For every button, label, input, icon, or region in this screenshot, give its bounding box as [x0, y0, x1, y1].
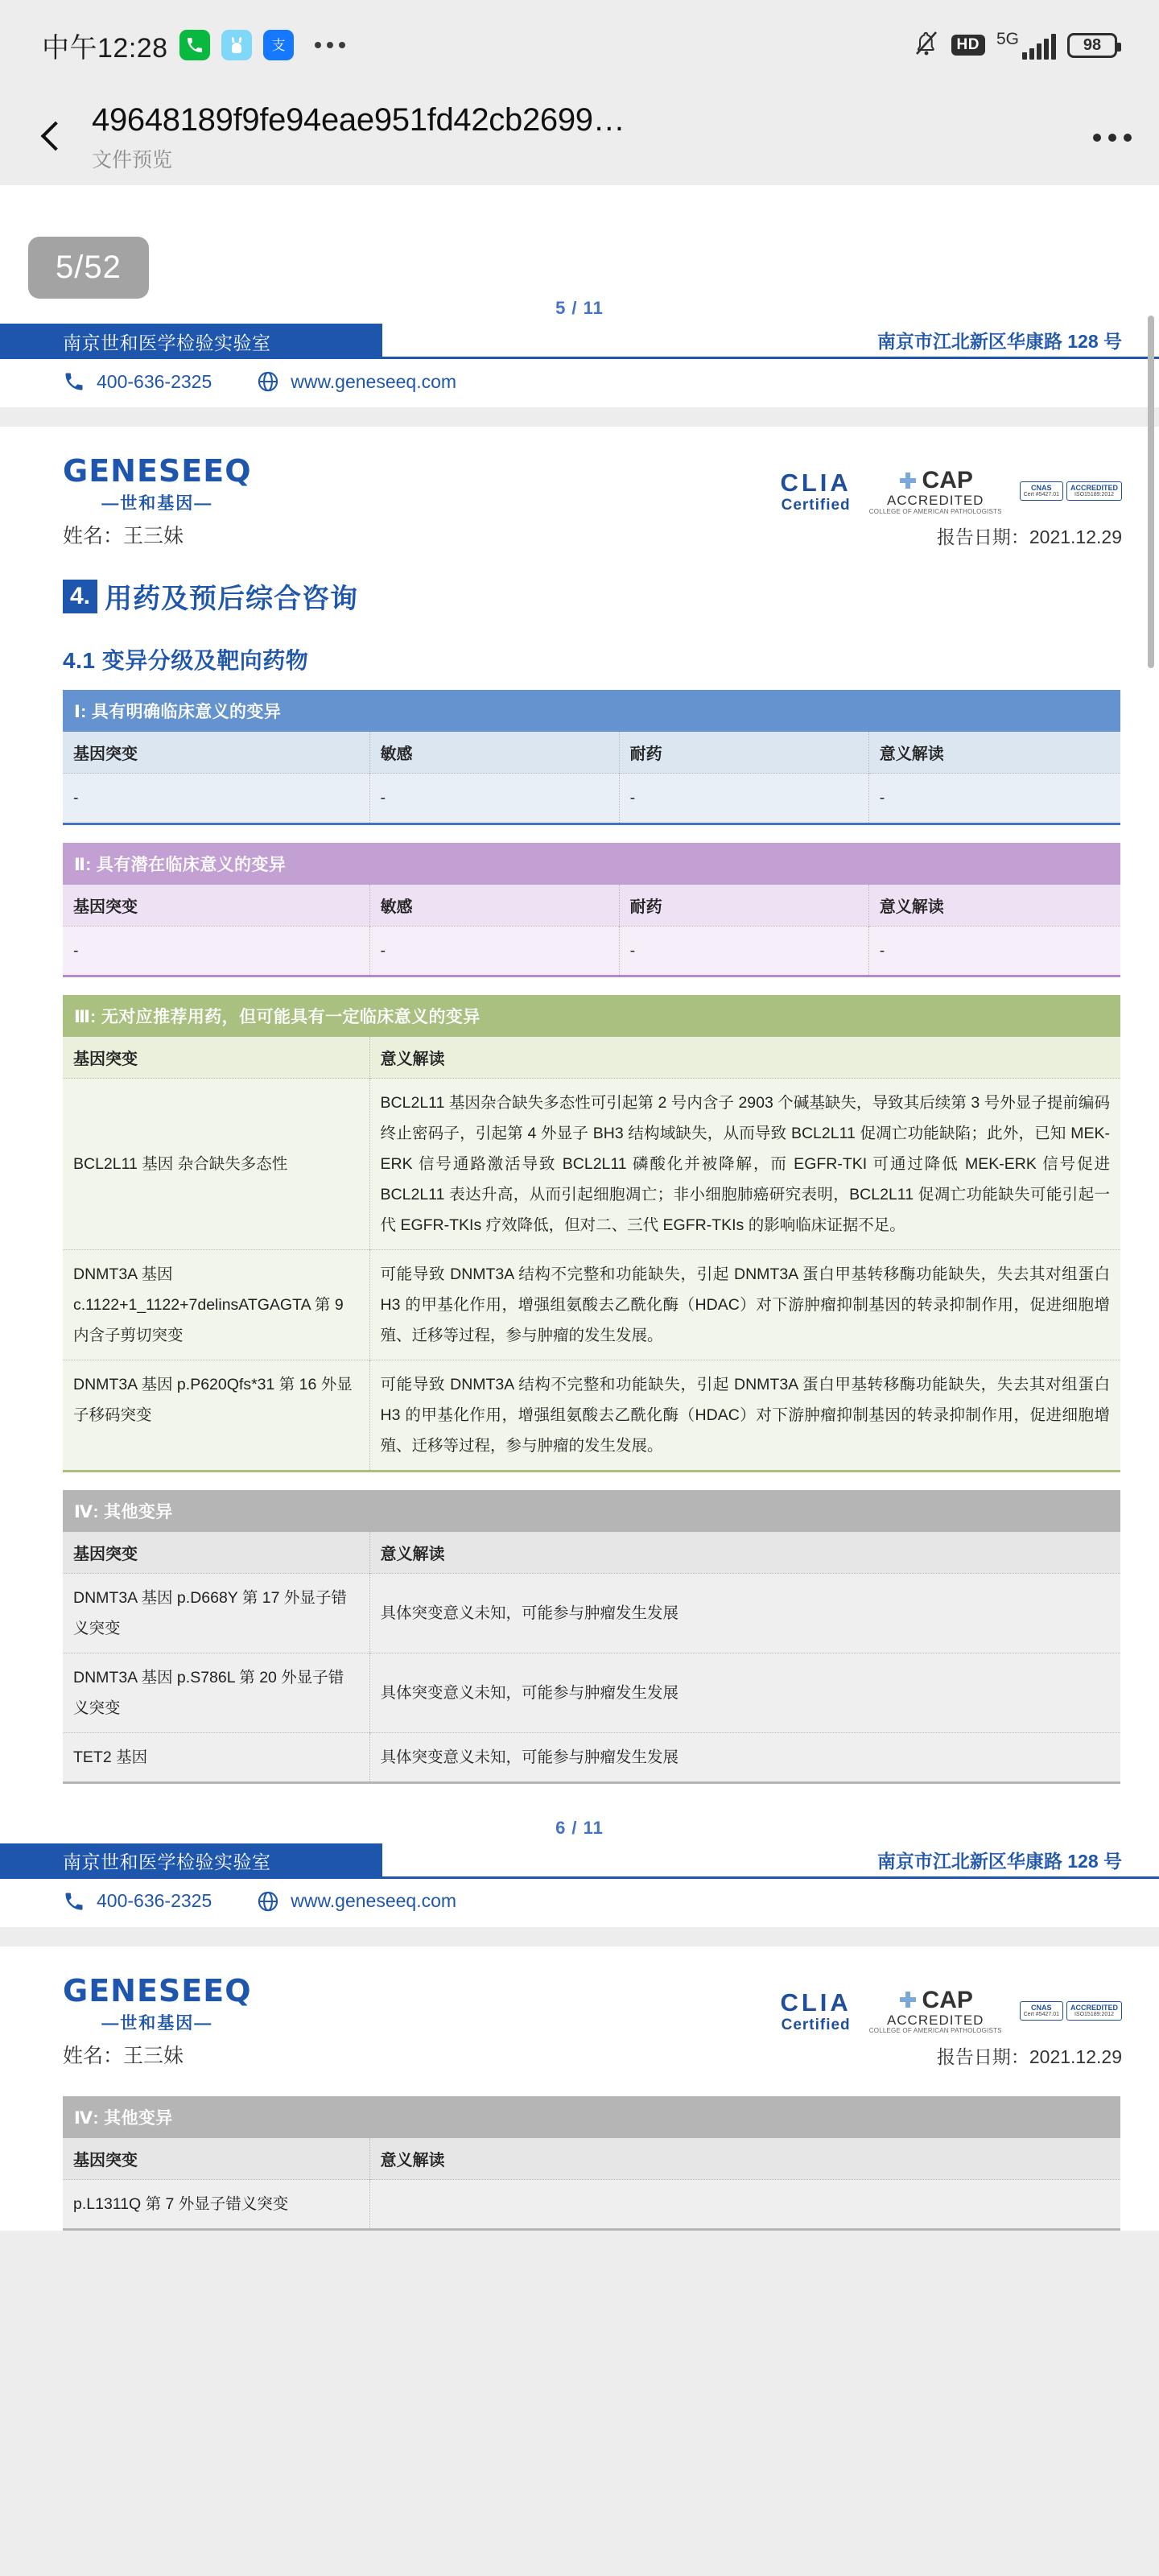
svg-text:支: 支	[271, 38, 286, 54]
logo-chinese-name: — 世和基因 —	[101, 490, 212, 514]
clia-badge	[780, 1990, 851, 2033]
footer-address-block	[382, 324, 1159, 359]
nav-subtitle: 文件预览	[92, 148, 173, 171]
status-time: 中午12:28	[42, 32, 168, 64]
cap-badge	[869, 467, 1002, 515]
table-row	[63, 1078, 1120, 1249]
footer-contact	[0, 359, 1159, 407]
th-interpretation: 意义解读	[369, 1532, 1120, 1574]
th-gene: 基因突变	[63, 885, 369, 927]
back-arrow-icon[interactable]	[29, 116, 72, 159]
page-footer-band	[0, 324, 1159, 359]
table-3	[63, 1037, 1120, 1472]
table-4-title: Ⅳ: 其他变异	[63, 2096, 1120, 2138]
th-gene: 基因突变	[63, 2138, 369, 2180]
table-header-row	[63, 732, 1120, 774]
cap-accredited: ACCREDITED	[886, 493, 984, 508]
th-interpretation: 意义解读	[369, 1037, 1120, 1079]
cell-interpretation: 具体突变意义未知，可能参与肿瘤发生发展	[369, 1732, 1120, 1782]
cnas-badge	[1020, 481, 1122, 501]
clia-title: CLIA	[780, 1988, 852, 2017]
document-viewer[interactable]	[0, 185, 1159, 2576]
page-number-label: 5 / 11	[555, 298, 604, 318]
nav-bar	[0, 90, 1159, 185]
geneseeq-logo	[63, 453, 252, 514]
patient-name: 姓名：王三妹	[63, 525, 184, 548]
th-gene: 基因突变	[63, 732, 369, 774]
cap-college: COLLEGE OF AMERICAN PATHOLOGISTS	[868, 507, 1002, 515]
cell-gene: DNMT3A 基因 c.1122+1_1122+7delinsATGAGTA 第 9 内含子剪切突变	[63, 1249, 369, 1360]
more-options-icon[interactable]	[1075, 134, 1132, 142]
certification-badges	[780, 456, 1122, 515]
signal-5g-icon: 5G	[996, 31, 1056, 60]
cell-gene: -	[63, 926, 369, 976]
table-gap	[0, 825, 1159, 843]
logo-wordmark: GENESEEQ	[63, 1972, 252, 2008]
certification-badges	[780, 1975, 1122, 2035]
section-title: 用药及预后综合咨询	[105, 584, 359, 615]
footer-phone-item	[63, 1890, 212, 1913]
table-gap	[0, 977, 1159, 995]
table-4-cont	[63, 2138, 1120, 2231]
globe-icon	[257, 1890, 279, 1913]
status-bar-right	[913, 29, 1117, 62]
cell-sensitive: -	[369, 774, 619, 824]
table-row	[63, 1573, 1120, 1653]
cell-gene: DNMT3A 基因 p.P620Qfs*31 第 16 外显子移码突变	[63, 1360, 369, 1471]
cell-gene: -	[63, 774, 369, 824]
cell-interpretation: -	[868, 926, 1120, 976]
cnas-right-box	[1066, 2001, 1122, 2021]
geneseeq-logo	[63, 1972, 252, 2034]
clia-title: CLIA	[780, 468, 852, 497]
cell-gene: TET2 基因	[63, 1732, 369, 1782]
table-row	[63, 1732, 1120, 1782]
table-4-title: Ⅳ: 其他变异	[63, 1490, 1120, 1532]
variant-table-1	[63, 690, 1120, 824]
table-row	[63, 1360, 1120, 1471]
footer-website-item	[257, 370, 456, 393]
page-title: 49648189f9fe94eae951fd42cb2699…	[92, 102, 625, 137]
footer-lab-block	[0, 324, 382, 359]
th-sensitive: 敏感	[369, 732, 619, 774]
phone-contact-icon	[63, 1890, 85, 1913]
cap-plus-icon	[898, 471, 918, 490]
clia-subtitle: Certified	[781, 2016, 851, 2033]
footer-phone: 400-636-2325	[97, 1890, 212, 1912]
battery-icon	[1067, 33, 1117, 58]
cnas-accredited: ACCREDITED	[1070, 484, 1118, 493]
document-page-7	[0, 1946, 1159, 2231]
table-row	[63, 926, 1120, 976]
footer-phone-item	[63, 370, 212, 393]
clia-badge	[780, 470, 851, 513]
cap-badge	[869, 1987, 1002, 2035]
th-resistant: 耐药	[619, 885, 868, 927]
footer-address-block	[382, 1843, 1159, 1879]
variant-table-4-cont	[63, 2096, 1120, 2231]
patient-row	[0, 2035, 1159, 2069]
page-header	[0, 1946, 1159, 2035]
th-gene: 基因突变	[63, 1532, 369, 1574]
vertical-scrollbar[interactable]	[1148, 316, 1154, 668]
page-number-label: 6 / 11	[555, 1817, 604, 1838]
phone-contact-icon	[63, 370, 85, 393]
cap-title: CAP	[922, 1986, 973, 2013]
cell-gene: p.L1311Q 第 7 外显子错义突变	[63, 2180, 369, 2230]
cell-gene: DNMT3A 基因 p.D668Y 第 17 外显子错义突变	[63, 1573, 369, 1653]
footer-lab-name: 南京世和医学检验实验室	[63, 332, 271, 353]
table-2-title: Ⅱ: 具有潜在临床意义的变异	[63, 843, 1120, 885]
page-header	[0, 427, 1159, 515]
status-bar	[0, 0, 1159, 90]
document-page-6	[0, 427, 1159, 1927]
th-gene: 基因突变	[63, 1037, 369, 1079]
page-indicator-badge: 5/52	[28, 237, 149, 299]
logo-wordmark: GENESEEQ	[63, 453, 252, 489]
th-interpretation: 意义解读	[369, 2138, 1120, 2180]
page-separator	[0, 407, 1159, 427]
status-bar-left	[42, 26, 345, 65]
cap-plus-icon	[898, 1990, 918, 2009]
footer-lab-name: 南京世和医学检验实验室	[63, 1852, 271, 1873]
cell-interpretation: 可能导致 DNMT3A 结构不完整和功能缺失，引起 DNMT3A 蛋白甲基转移酶功能缺失，失去其对组蛋白 H3 的甲基化作用，增强组氨酸去乙酰化酶（HDAC）对下游肿瘤抑制基因的转录抑制作用，促进细胞增殖、迁移等过程，参与肿瘤的发生发展。	[369, 1360, 1120, 1471]
patient-row	[0, 515, 1159, 549]
cnas-left-box	[1020, 481, 1063, 501]
table-3-title: Ⅲ: 无对应推荐用药，但可能具有一定临床意义的变异	[63, 995, 1120, 1037]
table-row	[63, 774, 1120, 824]
cell-interpretation: 可能导致 DNMT3A 结构不完整和功能缺失，引起 DNMT3A 蛋白甲基转移酶功能缺失，失去其对组蛋白 H3 的甲基化作用，增强组氨酸去乙酰化酶（HDAC）对下游肿瘤抑制基因的转录抑制作用，促进细胞增殖、迁移等过程，参与肿瘤的发生发展。	[369, 1249, 1120, 1360]
th-interpretation: 意义解读	[868, 885, 1120, 927]
variant-table-2	[63, 843, 1120, 977]
cnas-iso: ISO15189:2012	[1074, 492, 1115, 498]
cnas-badge	[1020, 2001, 1122, 2021]
cell-interpretation: 具体突变意义未知，可能参与肿瘤发生发展	[369, 1653, 1120, 1732]
table-row	[63, 2180, 1120, 2230]
cell-interpretation: BCL2L11 基因杂合缺失多态性可引起第 2 号内含子 2903 个碱基缺失，导致其后续第 3 号外显子提前编码终止密码子，引起第 4 外显子 BH3 结构域缺失，从而导致 BCL2L11 促凋亡功能缺陷；此外，已知 MEK-ERK 信号通路激活导致 BCL2L11 磷酸化并被降解，而 EGFR-TKI 可通过降低 MEK-ERK 信号促进 BCL2L11 表达升高，从而引起细胞凋亡；非小细胞肺癌研究表明，BCL2L11 促凋亡功能缺失可能引起一代 EGFR-TKIs 疗效降低，但对二、三代 EGFR-TKIs 的影响临床证据不足。	[369, 1078, 1120, 1249]
cap-accredited: ACCREDITED	[886, 2012, 984, 2028]
battery-level: 98	[1083, 35, 1102, 54]
th-sensitive: 敏感	[369, 885, 619, 927]
globe-icon	[257, 370, 279, 393]
footer-website: www.geneseeq.com	[291, 1890, 457, 1912]
table-header-row	[63, 1532, 1120, 1574]
table-row	[63, 1653, 1120, 1732]
cell-resistant: -	[619, 926, 868, 976]
footer-lab-block	[0, 1843, 382, 1879]
cnas-iso: ISO15189:2012	[1074, 2012, 1115, 2018]
hd-icon: HD	[951, 35, 985, 56]
patient-name: 姓名：王三妹	[63, 2045, 184, 2068]
table-row	[63, 1249, 1120, 1360]
footer-website: www.geneseeq.com	[291, 370, 457, 392]
cell-interpretation	[369, 2180, 1120, 2230]
table-gap	[0, 1472, 1159, 1490]
cnas-name: CNAS	[1031, 2003, 1052, 2012]
footer-phone: 400-636-2325	[97, 370, 212, 392]
bell-mute-icon	[913, 29, 940, 62]
variant-table-3	[63, 995, 1120, 1472]
logo-chinese-name: — 世和基因 —	[101, 2010, 212, 2034]
table-header-row	[63, 1037, 1120, 1079]
cap-title: CAP	[922, 467, 973, 493]
th-interpretation: 意义解读	[868, 732, 1120, 774]
subsection-title: 4.1 变异分级及靶向药物	[63, 648, 309, 674]
overflow-dots-icon	[315, 42, 345, 48]
cell-sensitive: -	[369, 926, 619, 976]
footer-address: 南京市江北新区华康路 128 号	[876, 331, 1122, 352]
cell-interpretation: -	[868, 774, 1120, 824]
section-heading	[0, 549, 1159, 616]
footer-address: 南京市江北新区华康路 128 号	[876, 1850, 1122, 1872]
cell-gene: DNMT3A 基因 p.S786L 第 20 外显子错义突变	[63, 1653, 369, 1732]
page-separator	[0, 1927, 1159, 1946]
page-footer-band	[0, 1843, 1159, 1879]
nav-titles	[92, 103, 1075, 173]
cnas-name: CNAS	[1031, 484, 1052, 493]
cap-college: COLLEGE OF AMERICAN PATHOLOGISTS	[868, 2027, 1002, 2035]
table-header-row	[63, 885, 1120, 927]
variant-table-4	[63, 1490, 1120, 1784]
report-date: 报告日期：2021.12.29	[936, 526, 1122, 548]
section-number: 4.	[63, 580, 97, 614]
footer-website-item	[257, 1890, 456, 1913]
table-1-title: Ⅰ: 具有明确临床意义的变异	[63, 690, 1120, 732]
table-2	[63, 885, 1120, 977]
cnas-cert: Cert #5427.01	[1023, 492, 1059, 498]
phone-icon	[179, 30, 210, 60]
table-4	[63, 1532, 1120, 1784]
cell-resistant: -	[619, 774, 868, 824]
th-resistant: 耐药	[619, 732, 868, 774]
table-1	[63, 732, 1120, 824]
cell-gene: BCL2L11 基因 杂合缺失多态性	[63, 1078, 369, 1249]
footer-contact	[0, 1879, 1159, 1927]
clia-subtitle: Certified	[781, 496, 851, 514]
report-date: 报告日期：2021.12.29	[936, 2046, 1122, 2068]
rabbit-app-icon	[221, 30, 252, 60]
document-page-5	[0, 185, 1159, 407]
cnas-right-box	[1066, 481, 1122, 501]
cnas-cert: Cert #5427.01	[1023, 2012, 1059, 2018]
table-header-row	[63, 2138, 1120, 2180]
cnas-left-box	[1020, 2001, 1063, 2021]
cell-interpretation: 具体突变意义未知，可能参与肿瘤发生发展	[369, 1573, 1120, 1653]
alipay-icon	[263, 30, 294, 60]
cnas-accredited: ACCREDITED	[1070, 2003, 1118, 2012]
